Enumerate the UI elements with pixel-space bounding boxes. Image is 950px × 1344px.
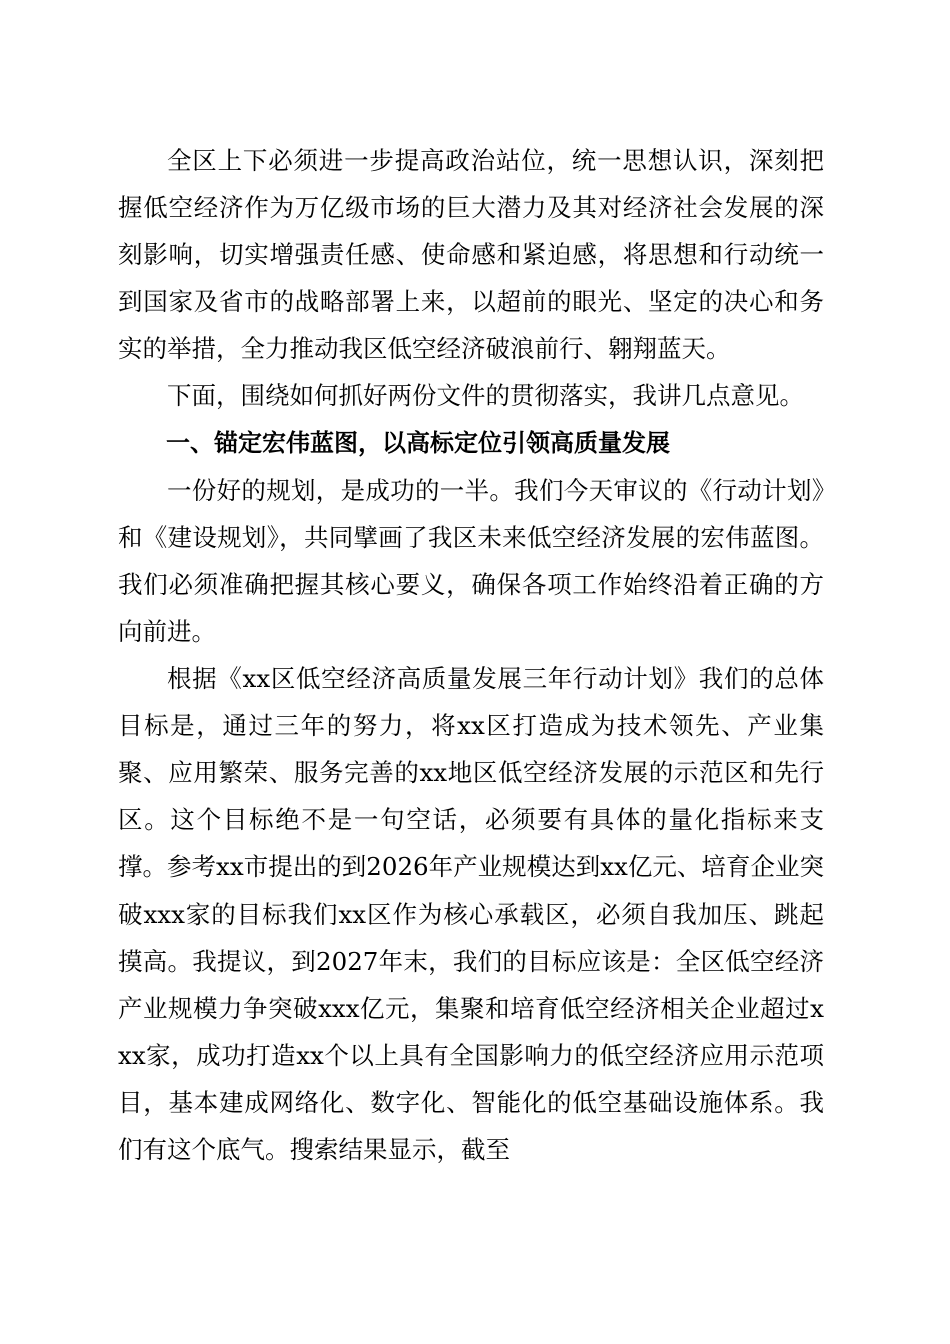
paragraph-political-stance: 全区上下必须进一步提高政治站位，统一思想认识，深刻把握低空经济作为万亿级市场的巨大潜力及其对经济社会发展的深刻影响，切实增强责任感、使命感和紧迫感，将思想和行动统一到国家及省市的战略部署上来，以超前的眼光、坚定的决心和务实的举措，全力推动我区低空经济破浪前行、翱翔蓝天。 <box>118 146 824 364</box>
section-heading-1: 一、锚定宏伟蓝图，以高标定位引领高质量发展 <box>166 428 670 457</box>
paragraph-overall-goals: 根据《xx区低空经济高质量发展三年行动计划》我们的总体目标是，通过三年的努力，将xx区打造成为技术领先、产业集聚、应用繁荣、服务完善的xx地区低空经济发展的示范区和先行区。这个目标绝不是一句空话，必须要有具体的量化指标来支撑。参考xx市提出的到2026年产业规模达到xx亿元、培育企业突破xxx家的目标我们xx区作为核心承载区，必须自我加压、跳起摸高。我提议，到2027年末，我们的目标应该是：全区低空经济产业规模力争突破xxx亿元，集聚和培育低空经济相关企业超过xxx家，成功打造xx个以上具有全国影响力的低空经济应用示范项目，基本建成网络化、数字化、智能化的低空基础设施体系。我们有这个底气。搜索结果显示，截至 <box>118 664 824 1164</box>
document-body <box>118 137 824 1173</box>
paragraph-good-plan: 一份好的规划，是成功的一半。我们今天审议的《行动计划》和《建设规划》，共同擘画了我区未来低空经济发展的宏伟蓝图。我们必须准确把握其核心要义，确保各项工作始终沿着正确的方向前进。 <box>118 475 824 646</box>
paragraph-intro-opinions: 下面，围绕如何抓好两份文件的贯彻落实，我讲几点意见。 <box>167 381 804 411</box>
